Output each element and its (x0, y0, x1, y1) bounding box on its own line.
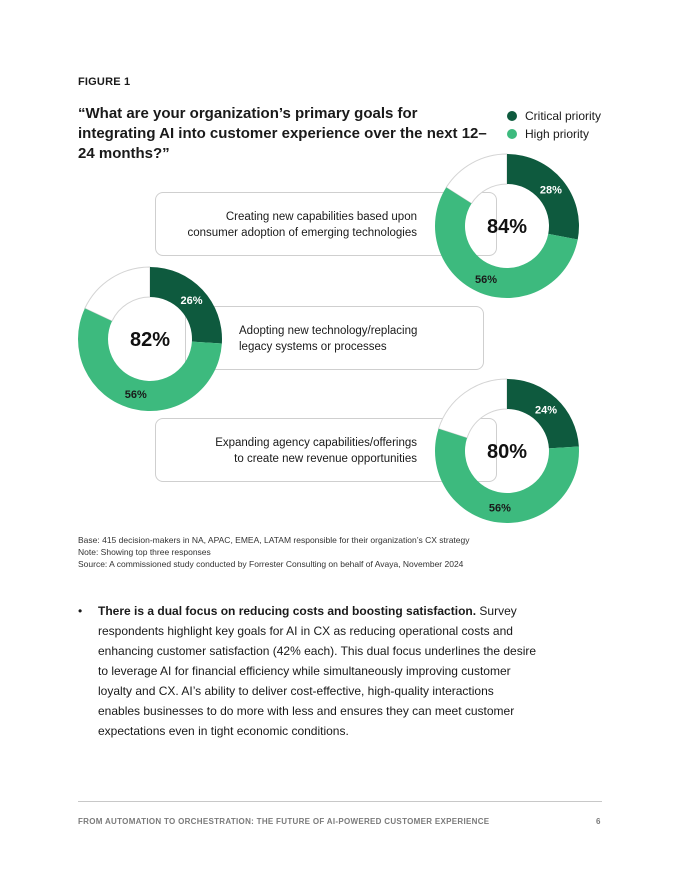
donut-chart-3 (432, 376, 582, 526)
legend-swatch-critical (507, 111, 517, 121)
goal-label-2-line-1: Adopting new technology/replacing (239, 325, 418, 337)
bullet-body (98, 601, 538, 741)
donut-chart-1 (432, 151, 582, 301)
donut-total-label: 82% (129, 329, 171, 351)
donut-critical-label: 28% (539, 184, 562, 197)
bullet-marker: • (78, 604, 83, 618)
footer-divider (78, 801, 602, 802)
figure-label: FIGURE 1 (78, 76, 131, 88)
footer-title: FROM AUTOMATION TO ORCHESTRATION: THE FUTURE OF AI-POWERED CUSTOMER EXPERIENCE (78, 817, 490, 826)
goal-label-1 (160, 209, 417, 241)
donut-high-label: 56% (124, 389, 147, 402)
donut-total-label: 80% (486, 441, 528, 463)
donut-critical-label: 26% (180, 294, 203, 307)
goal-label-3-line-2: to create new revenue opportunities (234, 453, 417, 465)
goal-label-1-line-1: Creating new capabilities based upon (225, 211, 417, 223)
bullet-text: Survey respondents highlight key goals for AI in CX as reducing operational costs and enhancing customer satisfaction (42% each). This dual focus underlines the desire to leverage AI for financial efficiency while simultaneously improving customer loyalty and CX. AI’s ability to deliver cost-effective, high-quality interactions enables businesses to do more with less and ensures they can meet customer expectations even in tight economic conditions. (98, 604, 537, 738)
donut-critical-label: 24% (535, 404, 558, 417)
legend-label-high: High priority (525, 127, 590, 141)
goal-label-2-line-2: legacy systems or processes (239, 341, 387, 353)
donut-remainder-segment (439, 379, 507, 438)
donut-high-label: 56% (475, 273, 498, 286)
note-note: Note: Showing top three responses (78, 547, 211, 557)
legend-item-critical (507, 107, 601, 125)
goal-label-2 (239, 323, 479, 355)
donut-high-label: 56% (488, 502, 511, 515)
donut-total-label: 84% (486, 216, 528, 238)
legend-swatch-high (507, 129, 517, 139)
chart-notes (78, 534, 470, 570)
note-base: Base: 415 decision-makers in NA, APAC, EMEA, LATAM responsible for their organization’s CX strategy (78, 535, 470, 545)
note-source: Source: A commissioned study conducted by Forrester Consulting on behalf of Avaya, November 2024 (78, 559, 464, 569)
goal-label-3-line-1: Expanding agency capabilities/offerings (215, 437, 417, 449)
chart-question-title: “What are your organization’s primary goals for integrating AI into customer experience over the next 12–24 months?” (78, 105, 487, 162)
donut-chart-2 (75, 264, 225, 414)
goal-label-3 (160, 435, 417, 467)
chart-legend (507, 107, 601, 143)
legend-label-critical: Critical priority (525, 109, 602, 123)
legend-item-high (507, 125, 601, 143)
goal-label-1-line-2: consumer adoption of emerging technologies (187, 227, 417, 239)
bullet-title: There is a dual focus on reducing costs and boosting satisfaction. (98, 604, 477, 618)
page-number: 6 (596, 817, 601, 826)
